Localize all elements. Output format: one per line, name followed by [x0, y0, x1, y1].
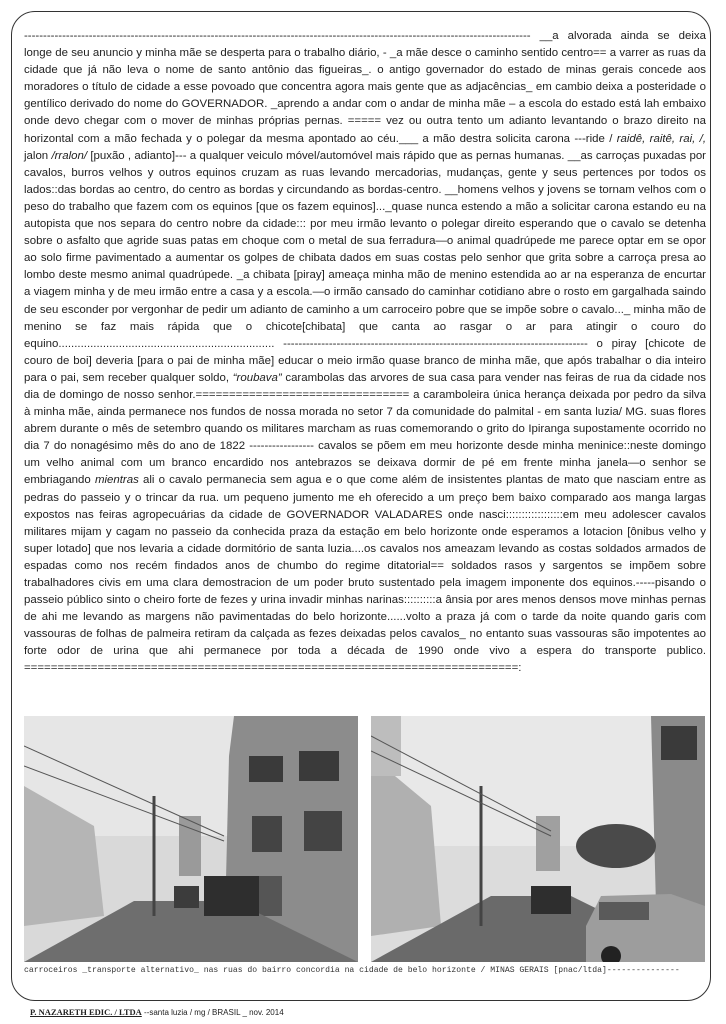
text-run: jalon	[24, 149, 52, 162]
italic-run: raidê, raitê, rai, /,	[616, 132, 706, 145]
photo-caption: carroceiros _transporte alternativo_ nas ruas do bairro concordia na cidade de belo horizonte / MINAS GERAIS [pnac/ltda]---------------	[24, 966, 680, 975]
italic-run: “roubava”	[232, 371, 282, 384]
text-run: carambolas das arvores de sua casa para vender nas feiras de rua da cidade nos dia de domingo de nosso senhor.================================ a caramboleira única herança deixada por pedro da silva à minha mãe, ainda permanece nos fundos de nossa morada no setor 7 da comunidade do palmital - em santa luzia/ MG. suas flores abrem durante o mês de setembro quando os militares marcham as ruas comemorando o grito do Ipiranga supostamente ocorrido no dia 7 do nonagésimo mês do ano de 1822 ----------------- cavalos se põem em meu horizonte desde minha meninice::neste domingo um velho animal com um branco encardido nos antebrazos se deixava dormir de pé em frente minha janela—o senhor se embriagando	[24, 371, 706, 487]
footer	[30, 1007, 284, 1017]
publisher: P. NAZARETH EDIC. / LTDA	[30, 1007, 142, 1017]
text-run: ------------------------------------------------------------------------------------------------------------------------------------- __a alvorada ainda se deixa longe de seu anuncio y minha mãe se desperta para o trabalho diário, - _a mãe desce o caminho sentido centro== a varrer as ruas da cidade que já não leva o nome de santo antônio das figueiras_. o antigo governador do estado de minas gerais concede aos moradores o título de cidade a esse povoado que concentra agora mais gente que as adjacências_ em cambio deixa a posteridade o gentílico derivado do nome do GOVERNADOR. _aprendo a andar com o andar de minha mãe – a escola do estado está lah embaixo onde devo chegar com o mover de minhas próprias pernas. ===== vez ou outra tento um adianto levantando o brazo direito na horizontal com a mão fechada y o polegar da mesma apontado ao céu.___ a mão destra solicita carona ---ride /	[24, 30, 706, 145]
italic-run: /rralon/	[51, 149, 88, 162]
street-photo-left	[24, 716, 358, 962]
text-run: [puxão , adianto]--- a qualquer veiculo móvel/automóvel mais rápido que as pernas humanas. __as carroças puxadas por cavalos, burros velhos y outros equinos cruzam as ruas levando mercadorias, mudanças, gente y seus pertences por todos os lados::das bordas ao centro, do centro as bordas y circundando as bordas-centro. __homens velhos y jovens se tornam velhos com o peso do trabalho que fazem com os equinos [que os fazem equinos]..._quase nunca estendo a mão a solicitar carona estando eu na autopista que nos separa do centro nobre da cidade::: por meu irmão levanto o polegar direito esperando que o cavalo se detenha sobre o asfalto que agride suas patas em choque com o metal de sua ferradura—o animal quadrúpede me parece optar em se opor ao solo firme pavimentado a aumentar os golpes de chibata dados em suas costas pelo senhor que grita sobre a carroça presa ao lombo deste mesmo animal quadrúpede. _a chibata [piray] ameaça minha mão de menino estendida ao ar na esperanza de encurtar a viagem minha y de meu irmão entre a casa y a escola.—o irmão cansado do caminhar cotidiano abre o rosto em gargalhada saindo de seu esconder por vergonhar de pedir um adianto de caminho a um carroceiro pobre que se impõe sobre o cavalo..._ minha mão de menino se faz mais rápida que o chicote[chibata] que canta ao rasgar o ar para atingir o couro do equino.................................................................... -------------------------------------------------------------------------------- o piray [chicote de couro de boi] deveria [para o pai de minha mãe] educar o meio irmão quase branco de minha mãe, que após trabalhar o dia inteiro para o pai, sem receber qualquer soldo,	[24, 149, 706, 384]
article-paragraph	[24, 28, 706, 678]
text-run: ali o cavalo permanecia sem agua e o que come além de insistentes plantas de mato que nasciam entre as pedras do passeio y o trincar da rua. um pequeno jumento me eh oferecido a um preço bem baixo comparado aos manga largas expostos nas feiras agropecuárias da cidade de GOVERNADOR VALADARES onde nasci::::::::::::::::::em meu adolescer cavalos militares mijam y cagam no passeio da conhecida praza da estação em belo horizonte onde esperamos a lotacion [ônibus velho y super lotado] que nos levaria a cidade dormitório de santa luzia....os cavalos nos ameazam levando as costas soldados armados de espadas como nos recém findados anos de chumbo do regime ditatorial== soldados rasos y sargentos se impõem sobre trabalhadores civis em uma clara demostracion de um poder bruto sustentado pela imagem imponente dos equinos.-----pisando o passeio público sinto o cheiro forte de fezes y urina invadir minhas narinas::::::::::a ânsia por ares menos densos move minhas pernas de ahi me levando as margens não pavimentadas do belo horizonte......volto a praza já com o tarde da noite quando garis com vassouras de folhas de palmeira retiram da calçada as fezes deixadas pelos cavalos_ no entanto suas vassouras são impotentes ao forte odor de urina que ahi permanece por toda a década de 1990 onde vivo a espera do transporte publico. ==========================================================================:	[24, 474, 706, 675]
street-photo-left-image	[24, 716, 358, 962]
place-date: --santa luzia / mg / BRASIL _ nov. 2014	[144, 1008, 284, 1017]
street-photo-right	[371, 716, 705, 962]
article-text	[24, 28, 706, 678]
street-photo-right-image	[371, 716, 705, 962]
italic-run: mientras	[94, 474, 139, 487]
